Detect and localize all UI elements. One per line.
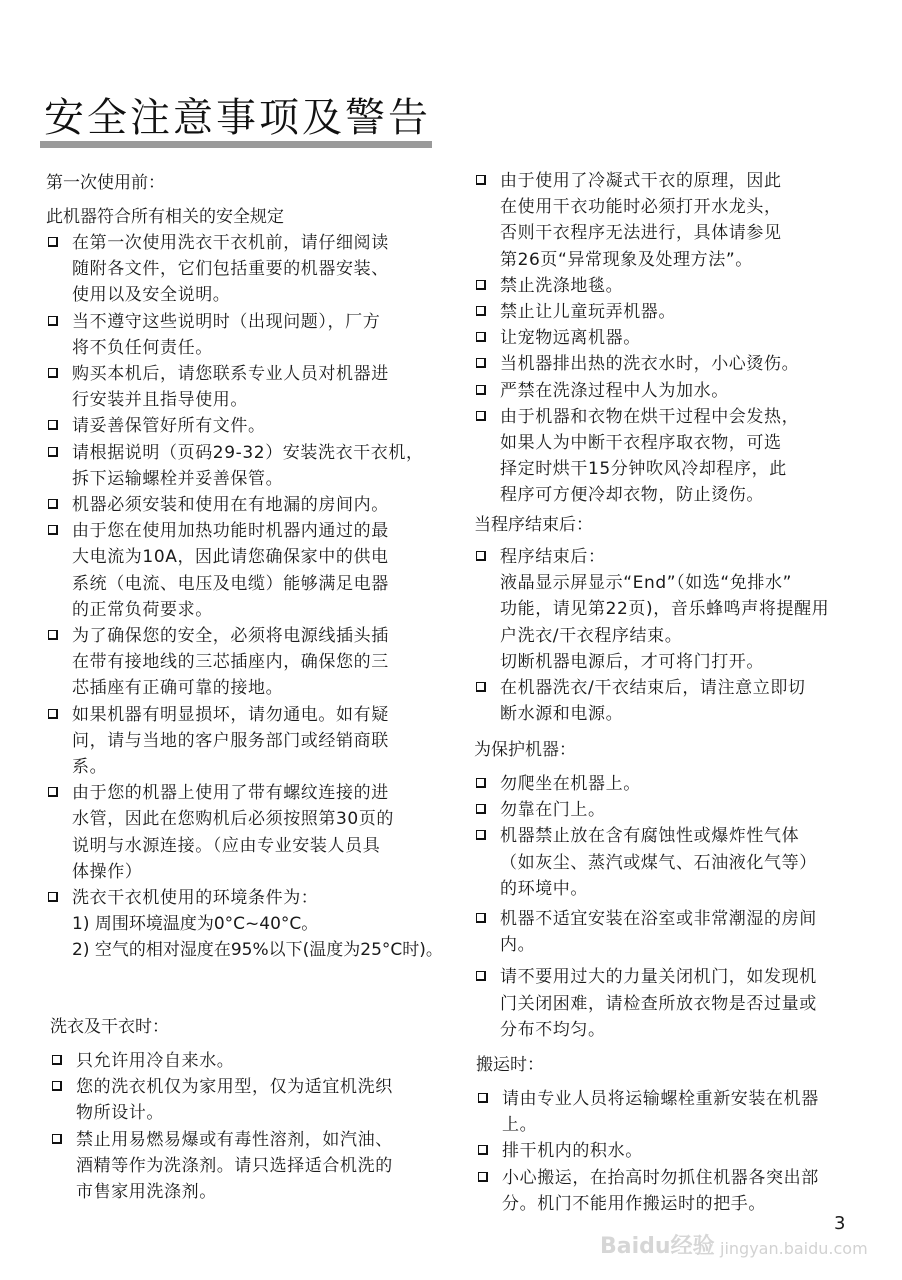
list-item [46,230,466,309]
section-heading: 第一次使用前： [46,173,165,193]
checkbox-bullet-icon [476,913,486,923]
intro-text: 此机器符合所有相关的安全规定 [46,207,284,227]
item-text: 由于机器和衣物在烘干过程中会发热， 如果人为中断干衣程序取衣物，可选 择定时烘干15分钟吹风冷却程序，此 程序可方便冷却衣物，防止烫伤。 [500,406,800,506]
checkbox-bullet-icon [48,368,58,378]
list-item [46,518,466,623]
checkbox-bullet-icon [478,1172,488,1182]
list-item [46,702,466,781]
list-item [50,1074,470,1126]
list-item [474,771,884,797]
item-text: 排干机内的积水。 [502,1141,643,1162]
checkbox-bullet-icon [476,682,486,692]
checkbox-bullet-icon [476,332,486,342]
item-text: 禁止用易燃易爆或有毒性溶剂，如汽油、 酒精等作为洗涤剂。请只选择适合机洗的 市售家用洗涤剂。 [76,1129,393,1203]
section-after-program [474,512,884,727]
item-text: 禁止让儿童玩弄机器。 [500,302,676,323]
list-item [474,404,874,509]
item-text: 只允许用冷自来水。 [76,1051,235,1071]
list-item [474,906,884,958]
page-title: 安全注意事项及警告 [44,95,431,141]
item-text: 洗衣干衣机使用的环境条件为： [72,888,319,909]
checkbox-bullet-icon [48,499,58,509]
item-text: 请根据说明（页码29-32）安装洗衣干衣机， 拆下运输螺栓并妥善保管。 [72,442,424,489]
checkbox-bullet-icon [48,630,58,640]
list-item [474,378,874,404]
item-text: 请由专业人员将运输螺栓重新安装在机器 上。 [502,1089,819,1136]
checkbox-bullet-icon [476,280,486,290]
section-protect-machine [474,737,884,1043]
list-item [474,675,884,727]
checkbox-bullet-icon [476,306,486,316]
checkbox-bullet-icon [478,1093,488,1103]
watermark-url: jingyan.baidu.com [720,1239,868,1258]
item-text: 由于您的机器上使用了带有螺纹连接的进 水管，因此在您购机后必须按照第30页的 说明与水源连接。（应由专业安装人员具 体操作） [72,783,395,882]
checkbox-bullet-icon [476,971,486,981]
section-heading: 洗衣及干衣时： [50,1017,169,1037]
checkbox-bullet-icon [476,778,486,788]
checkbox-bullet-icon [52,1081,62,1091]
checkbox-bullet-icon [476,175,486,185]
list-item [46,440,466,492]
list-item [474,168,874,273]
checkbox-bullet-icon [48,709,58,719]
item-text: 如果机器有明显损坏，请勿通电。如有疑 问，请与当地的客户服务部门或经销商联 系。 [72,704,389,778]
list-item [46,623,466,702]
item-text: 您的洗衣机仅为家用型，仅为适宜机洗织 物所设计。 [76,1077,393,1124]
checkbox-bullet-icon [476,358,486,368]
item-text: 为了确保您的安全，必须将电源线插头插 在带有接地线的三芯插座内，确保您的三 芯插座有正确可靠的接地。 [72,626,389,699]
checkbox-bullet-icon [52,1134,62,1144]
item-text: 在第一次使用洗衣干衣机前，请仔细阅读 随附各文件，它们包括重要的机器安装、 使用以及安全说明。 [72,233,389,306]
checkbox-bullet-icon [48,892,58,902]
list-item [46,413,466,439]
checkbox-bullet-icon [48,787,58,797]
item-text: 小心搬运，在抬高时勿抓住机器各突出部 分。机门不能用作搬运时的把手。 [502,1167,819,1214]
section-transport [476,1052,826,1217]
item-text: 勿靠在门上。 [500,800,606,821]
list-item [474,823,884,902]
list-item [50,1127,470,1206]
checkbox-bullet-icon [48,420,58,430]
title-underline [40,141,432,148]
item-text: 在机器洗衣/干衣结束后，请注意立即切 断水源和电源。 [500,678,806,725]
item-text: 由于您在使用加热功能时机器内通过的最 大电流为10A，因此请您确保家中的供电 系统（电流、电压及电缆）能够满足电器 的正常负荷要求。 [72,521,389,620]
item-text: 程序结束后： 液晶显示屏显示“End”（如选“免排水” 功能，请见第22页)，音乐蜂鸣声将提醒用 户洗衣/干衣程序结束。 切断机器电源后，才可将门打开。 [500,547,830,672]
list-item [474,797,884,823]
section-heading: 为保护机器： [474,740,576,760]
checkbox-bullet-icon [476,804,486,814]
section-general-warnings [474,168,874,509]
list-item [46,780,466,885]
list-item [50,1048,470,1074]
item-text: 当机器排出热的洗衣水时，小心烫伤。 [500,354,800,375]
list-item [474,964,884,1043]
item-text: 机器必须安装和使用在有地漏的房间内。 [72,495,389,516]
list-item [476,1138,826,1164]
checkbox-bullet-icon [48,237,58,247]
list-item [476,1086,826,1138]
list-item [46,361,466,413]
item-text: 勿爬坐在机器上。 [500,774,641,794]
list-item [46,492,466,518]
section-heading: 搬运时： [476,1055,544,1075]
item-text: 严禁在洗涤过程中人为加水。 [500,380,729,401]
list-item [46,885,466,911]
item-text: 由于使用了冷凝式干衣的原理，因此 在使用干衣功能时必须打开水龙头， 否则干衣程序无法进行，具体请参见 第26页“异常现象及处理方法”。 [500,171,782,270]
checkbox-bullet-icon [48,316,58,326]
item-text: 当不遵守这些说明时（出现问题），厂方 将不负任何责任。 [72,311,381,358]
checkbox-bullet-icon [52,1055,62,1065]
checkbox-bullet-icon [476,551,486,561]
env-condition: 2) 空气的相对湿度在95%以下(温度为25°C时)。 [72,940,443,961]
item-text: 购买本机后，请您联系专业人员对机器进 行安装并且指导使用。 [72,364,389,411]
item-text: 禁止洗涤地毯。 [500,275,624,296]
list-item [474,273,874,299]
item-text: 让宠物远离机器。 [500,328,641,349]
checkbox-bullet-icon [478,1145,488,1155]
section-heading: 当程序结束后： [474,515,593,535]
list-item [474,544,884,675]
page-number: 3 [834,1213,846,1234]
checkbox-bullet-icon [476,411,486,421]
section-before-first-use [46,170,466,963]
checkbox-bullet-icon [48,525,58,535]
checkbox-bullet-icon [476,830,486,840]
list-item [474,299,874,325]
list-item [46,309,466,361]
list-item [476,1165,826,1217]
env-condition: 1) 周围环境温度为0°C~40°C。 [72,914,319,935]
item-text: 请不要用过大的力量关闭机门，如发现机 门关闭困难，请检查所放衣物是否过量或 分布不均匀。 [500,967,817,1040]
checkbox-bullet-icon [476,385,486,395]
watermark-logo: Baidu经验 [600,1234,715,1259]
list-item [474,325,874,351]
item-text: 机器禁止放在含有腐蚀性或爆炸性气体 （如灰尘、蒸汽或煤气、石油液化气等） 的环境中。 [500,826,817,899]
section-washing-drying [50,1014,470,1205]
item-text: 请妥善保管好所有文件。 [72,416,266,437]
list-item [474,351,874,377]
checkbox-bullet-icon [48,447,58,457]
item-text: 机器不适宜安装在浴室或非常潮湿的房间 内。 [500,909,817,956]
